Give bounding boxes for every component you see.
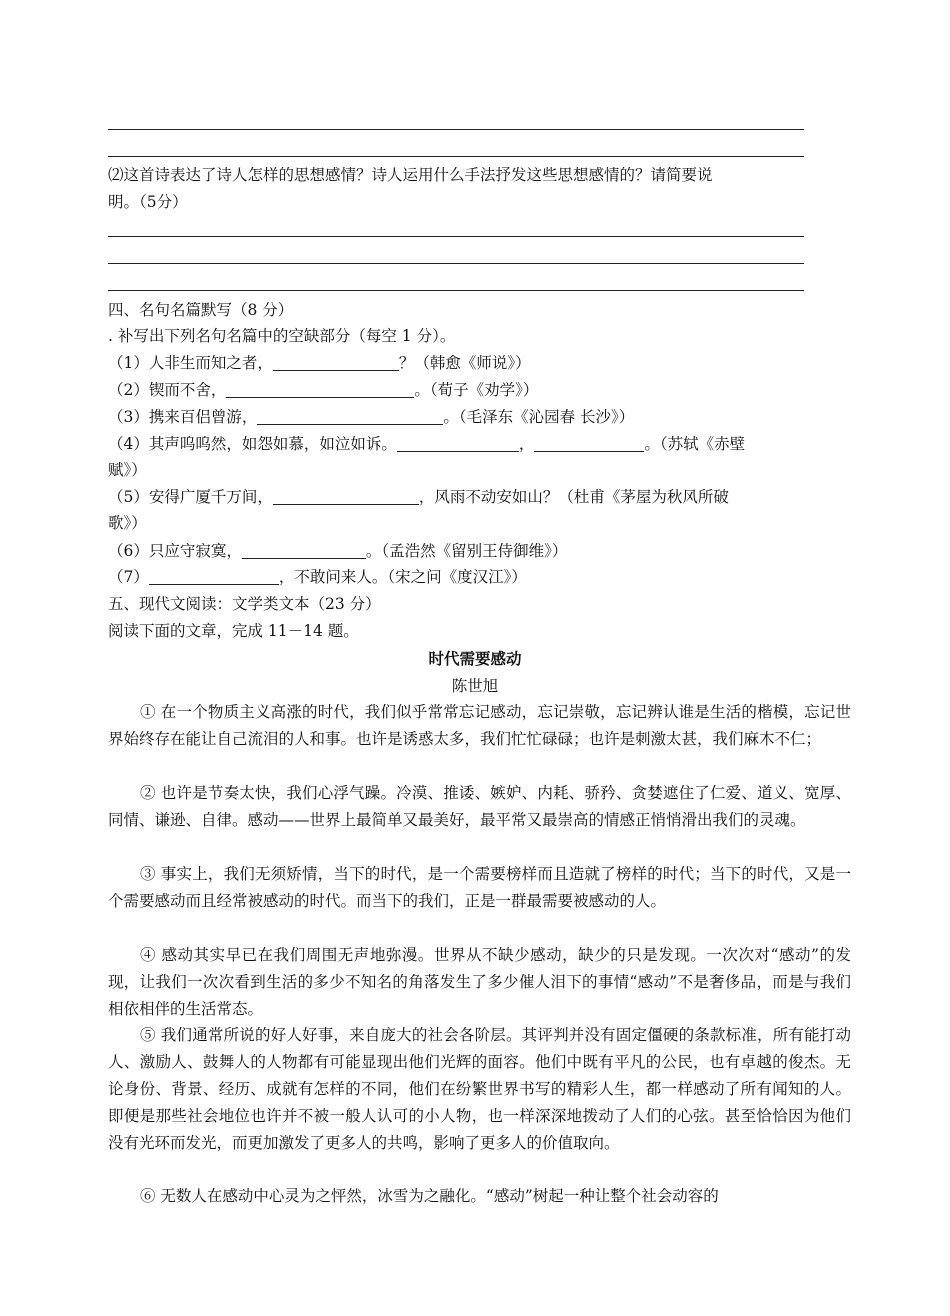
question-2-text-cont: 明。（5分）: [108, 193, 188, 211]
article-author: 陈世旭: [451, 677, 499, 695]
section-5-heading: 五、现代文阅读：文学类文本（23 分）: [108, 595, 381, 613]
recitation-item-4-cont: 赋》）: [108, 461, 147, 479]
item-source: 。（毛泽东《沁园春 长沙》）: [443, 408, 635, 426]
fill-blank[interactable]: [534, 435, 644, 452]
item-source: ？（韩愈《师说》）: [398, 354, 531, 372]
item-source: 。（苏轼《赤壁: [644, 435, 746, 453]
section-4-instruction: . 补写出下列名句名篇中的空缺部分（每空 1 分）。: [108, 327, 456, 345]
fill-blank[interactable]: [257, 408, 443, 425]
fill-blank[interactable]: [397, 435, 519, 452]
recitation-item-6: [108, 538, 853, 564]
answer-line: [108, 129, 804, 130]
fill-blank[interactable]: [273, 488, 419, 505]
section-4-heading: 四、名句名篇默写（8 分）: [108, 301, 294, 319]
recitation-item-2: [108, 377, 853, 403]
recitation-item-5: [108, 484, 853, 510]
answer-line: [108, 290, 804, 291]
answer-line: [108, 236, 804, 237]
item-separator: ，: [518, 435, 535, 453]
article-paragraph-3: ③ 事实上，我们无须矫情，当下的时代，是一个需要榜样而且造就了榜样的时代；当下的时代，又是一个需要感动而且经常被感动的时代。而当下的我们，正是一群最需要被感动的人。: [108, 865, 851, 910]
section-5-instruction: 阅读下面的文章，完成 11－14 题。: [108, 622, 359, 640]
article-paragraph-5: ⑤ 我们通常所说的好人好事，来自庞大的社会各阶层。其评判并没有固定僵硬的条款标准，所有能打动人、激励人、鼓舞人的人物都有可能显现出他们光辉的面容。他们中既有平凡的公民，也有卓越的俊杰。无论身份、背景、经历、成就有怎样的不同，他们在纷繁世界书写的精彩人生，都一样感动了所有闻知的人。即便是那些社会地位也许并不被一般人认可的小人物，也一样深深地拨动了人们的心弦。甚至恰恰因为他们没有光环而发光，而更加激发了更多人的共鸣，影响了更多人的价值取向。: [108, 1026, 851, 1152]
answer-line: [108, 156, 804, 157]
recitation-item-1: [108, 350, 853, 376]
recitation-item-4: [108, 431, 853, 457]
item-source: 。（孟浩然《留别王侍御维》）: [365, 542, 568, 560]
fill-blank[interactable]: [226, 381, 414, 398]
recitation-item-7: [108, 564, 853, 590]
recitation-item-5-cont: 歌》）: [108, 514, 147, 532]
answer-line: [108, 263, 804, 264]
article-paragraph-1: ① 在一个物质主义高涨的时代，我们似乎常常忘记感动，忘记崇敬，忘记辨认谁是生活的楷模，忘记世界始终存在能让自己流泪的人和事。也许是诱惑太多，我们忙忙碌碌；也许是刺激太甚，我们麻木不仁；: [108, 703, 851, 748]
article-paragraph-6: ⑥ 无数人在感动中心灵为之怦然，冰雪为之融化。“感动”树起一种让整个社会动容的: [140, 1187, 719, 1205]
item-text: （2）锲而不舍，: [108, 381, 227, 399]
recitation-item-3: [108, 404, 853, 430]
item-source: ，不敢问来人。（宋之问《度汉江》）: [278, 568, 527, 586]
item-text: （5）安得广厦千万间，: [108, 488, 273, 506]
question-2-text: ⑵这首诗表达了诗人怎样的思想感情？诗人运用什么手法抒发这些思想感情的？请简要说: [108, 166, 713, 184]
item-text: （6）只应守寂寞，: [108, 542, 242, 560]
item-source: ，风雨不动安如山？（杜甫《茅屋为秋风所破: [418, 488, 729, 506]
fill-blank[interactable]: [149, 568, 279, 585]
item-text: （3）携来百侣曾游，: [108, 408, 258, 426]
article-paragraph-2: ② 也许是节奏太快，我们心浮气躁。冷漠、推诿、嫉妒、内耗、骄矜、贪婪遮住了仁爱、道义、宽厚、同情、谦逊、自律。感动——世界上最简单又最美好，最平常又最崇高的情感正悄悄滑出我们的灵魂。: [108, 784, 851, 829]
item-text: （1）人非生而知之者，: [108, 354, 273, 372]
article-paragraph-4: ④ 感动其实早已在我们周围无声地弥漫。世界从不缺少感动，缺少的只是发现。一次次对“感动”的发现，让我们一次次看到生活的多少不知名的角落发生了多少催人泪下的事情“感动”不是奢侈品，而是与我们相依相伴的生活常态。: [108, 946, 851, 1018]
item-text: （4）其声呜呜然，如怨如慕，如泣如诉。: [108, 435, 397, 453]
fill-blank[interactable]: [242, 542, 366, 559]
item-text: （7）: [108, 568, 149, 586]
fill-blank[interactable]: [273, 354, 399, 371]
item-source: 。（荀子《劝学》）: [414, 381, 539, 399]
article-title: 时代需要感动: [428, 650, 522, 668]
